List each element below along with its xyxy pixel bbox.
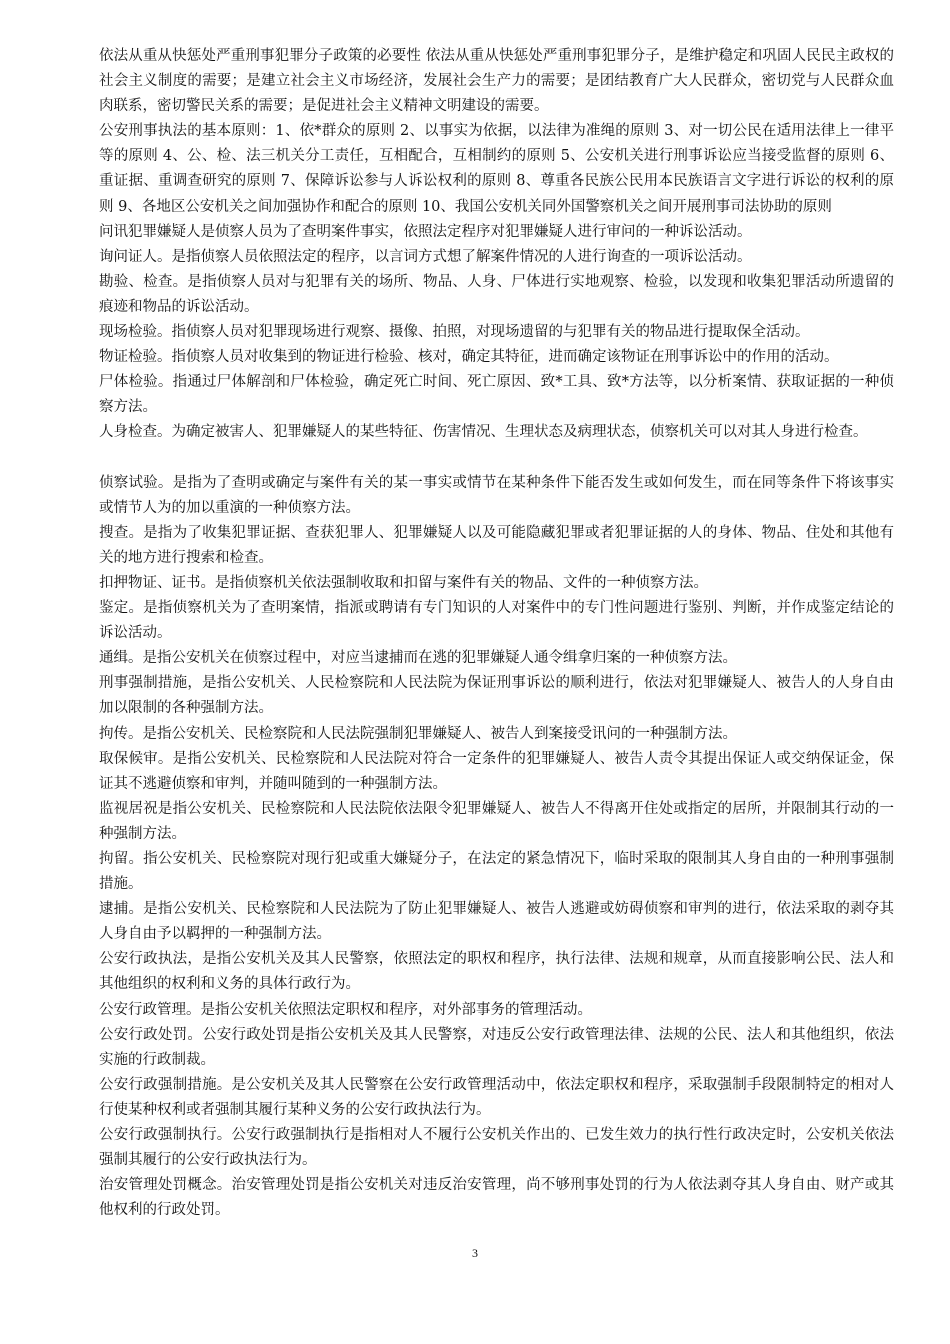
paragraph: 公安行政处罚。公安行政处罚是指公安机关及其人民警察，对违反公安行政管理法律、法规的公民、法人和其他组织，依法实施的行政制裁。 xyxy=(99,1026,894,1068)
paragraph: 监视居祝是指公安机关、民检察院和人民法院依法限令犯罪嫌疑人、被告人不得离开住处或指定的居所，并限制其行动的一种强制方法。 xyxy=(99,800,894,842)
paragraph: 尸体检验。指通过尸体解剖和尸体检验，确定死亡时间、死亡原因、致*工具、致*方法等，以分析案情、获取证据的一种侦察方法。 xyxy=(99,374,894,416)
paragraph: 治安管理处罚概念。治安管理处罚是指公安机关对违反治安管理，尚不够刑事处罚的行为人依法剥夺其人身自由、财产或其他权利的行政处罚。 xyxy=(99,1177,894,1219)
paragraph: 取保候审。是指公安机关、民检察院和人民法院对符合一定条件的犯罪嫌疑人、被告人责令其提出保证人或交纳保证金，保证其不逃避侦察和审判，并随叫随到的一种强制方法。 xyxy=(99,750,894,792)
paragraph: 搜查。是指为了收集犯罪证据、查获犯罪人、犯罪嫌疑人以及可能隐藏犯罪或者犯罪证据的人的身体、物品、住处和其他有关的地方进行搜索和检查。 xyxy=(99,524,894,566)
blank-line xyxy=(99,446,894,471)
paragraph: 依法从重从快惩处严重刑事犯罪分子政策的必要性 依法从重从快惩处严重刑事犯罪分子，是维护稳定和巩固人民民主政权的社会主义制度的需要；是建立社会主义市场经济，发展社会生产力的需要；是团结教育广大人民群众，密切党与人民群众血肉联系，密切警民关系的需要；是促进社会主义精神文明建设的需要。 xyxy=(99,48,894,115)
paragraph: 公安行政强制执行。公安行政强制执行是指相对人不履行公安机关作出的、已发生效力的执行性行政决定时，公安机关依法强制其履行的公安行政执法行为。 xyxy=(99,1127,894,1169)
paragraph: 人身检查。为确定被害人、犯罪嫌疑人的某些特征、伤害情况、生理状态及病理状态，侦察机关可以对其人身进行检查。 xyxy=(99,424,868,441)
paragraph: 侦察试验。是指为了查明或确定与案件有关的某一事实或情节在某种条件下能否发生或如何发生，而在同等条件下将该事实或情节人为的加以重演的一种侦察方法。 xyxy=(99,474,894,516)
paragraph: 公安刑事执法的基本原则：1、依*群众的原则 2、以事实为依据，以法律为准绳的原则 3、对一切公民在适用法律上一律平等的原则 4、公、检、法三机关分工责任，互相配合，互相制约的原则 5、公安机关进行刑事诉讼应当接受监督的原则 6、重证据、重调查研究的原则 7、保障诉讼参与人诉讼权利的原则 8、尊重各民族公民用本民族语言文字进行诉讼的权利的原则 9、各地区公安机关之间加强协作和配合的原则 10、我国公安机关同外国警察机关之间开展刑事司法协助的原则 xyxy=(99,123,894,215)
paragraph: 拘留。指公安机关、民检察院对现行犯或重大嫌疑分子，在法定的紧急情况下，临时采取的限制其人身自由的一种刑事强制措施。 xyxy=(99,851,894,893)
paragraph: 现场检验。指侦察人员对犯罪现场进行观察、摄像、拍照，对现场遗留的与犯罪有关的物品进行提取保全活动。 xyxy=(99,324,810,341)
paragraph: 问讯犯罪嫌疑人是侦察人员为了查明案件事实，依照法定程序对犯罪嫌疑人进行审问的一种诉讼活动。 xyxy=(99,223,752,240)
paragraph: 询问证人。是指侦察人员依照法定的程序，以言词方式想了解案件情况的人进行询查的一项诉讼活动。 xyxy=(99,248,752,265)
paragraph: 公安行政管理。是指公安机关依照法定职权和程序，对外部事务的管理活动。 xyxy=(99,1001,592,1018)
document-body xyxy=(99,44,894,1223)
paragraph: 公安行政强制措施。是公安机关及其人民警察在公安行政管理活动中，依法定职权和程序，采取强制手段限制特定的相对人行使某种权利或者强制其履行某种义务的公安行政执法行为。 xyxy=(99,1076,894,1118)
paragraph: 刑事强制措施，是指公安机关、人民检察院和人民法院为保证刑事诉讼的顺利进行，依法对犯罪嫌疑人、被告人的人身自由加以限制的各种强制方法。 xyxy=(99,675,894,717)
paragraph: 扣押物证、证书。是指侦察机关依法强制收取和扣留与案件有关的物品、文件的一种侦察方法。 xyxy=(99,574,708,591)
paragraph: 逮捕。是指公安机关、民检察院和人民法院为了防止犯罪嫌疑人、被告人逃避或妨碍侦察和审判的进行，依法采取的剥夺其人身自由予以羁押的一种强制方法。 xyxy=(99,901,894,943)
paragraph: 公安行政执法，是指公安机关及其人民警察，依照法定的职权和程序，执行法律、法规和规章，从而直接影响公民、法人和其他组织的权利和义务的具体行政行为。 xyxy=(99,951,894,993)
paragraph: 鉴定。是指侦察机关为了查明案情，指派或聘请有专门知识的人对案件中的专门性问题进行鉴别、判断，并作成鉴定结论的诉讼活动。 xyxy=(99,600,894,642)
paragraph: 拘传。是指公安机关、民检察院和人民法院强制犯罪嫌疑人、被告人到案接受讯问的一种强制方法。 xyxy=(99,725,737,742)
paragraph: 物证检验。指侦察人员对收集到的物证进行检验、核对，确定其特征，进而确定该物证在刑事诉讼中的作用的活动。 xyxy=(99,349,839,366)
paragraph: 通缉。是指公安机关在侦察过程中，对应当逮捕而在逃的犯罪嫌疑人通令缉拿归案的一种侦察方法。 xyxy=(99,650,737,667)
paragraph: 勘验、检查。是指侦察人员对与犯罪有关的场所、物品、人身、尸体进行实地观察、检验，以发现和收集犯罪活动所遗留的痕迹和物品的诉讼活动。 xyxy=(99,273,894,315)
page-number: 3 xyxy=(472,1246,478,1260)
